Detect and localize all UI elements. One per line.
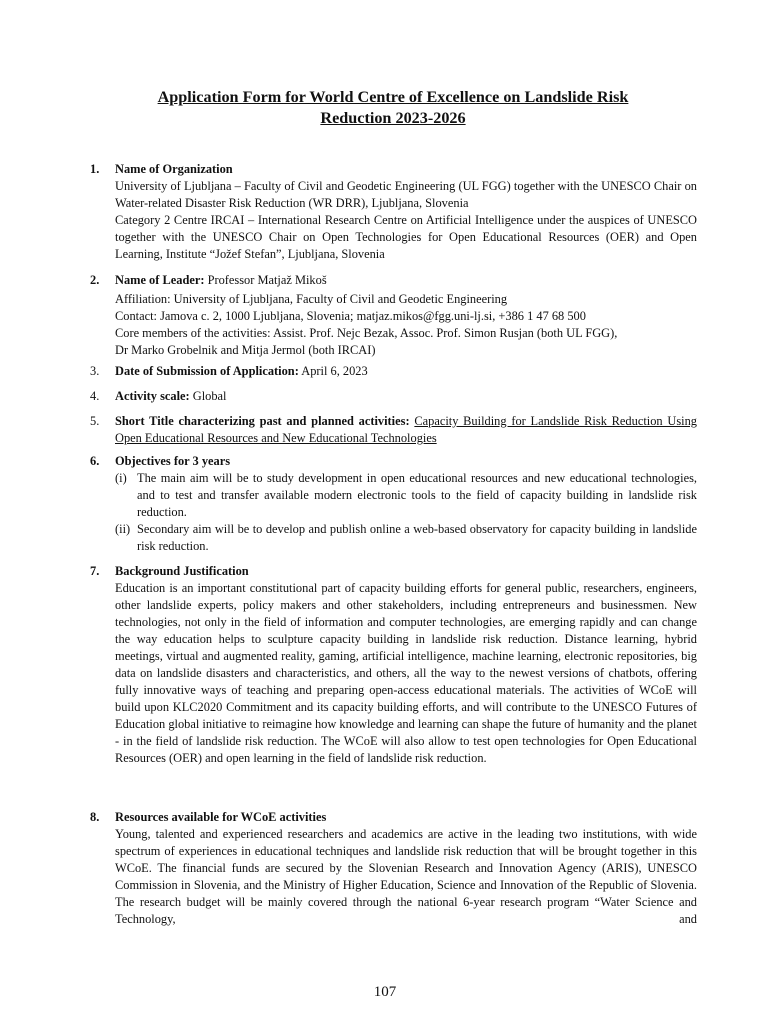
section-background-justification <box>90 563 697 767</box>
objective-item <box>115 470 697 521</box>
leader-affiliation: Affiliation: University of Ljubljana, Faculty of Civil and Geodetic Engineering <box>115 292 508 306</box>
core-members-line-1: Core members of the activities: Assist. Prof. Nejc Bezak, Assoc. Prof. Simon Rusjan (both UL FGG), <box>115 326 618 340</box>
short-title-value: Capacity Building for Landslide Risk Reduction Using Open Educational Resources and New Educational Technologies <box>115 414 697 445</box>
background-paragraph: Education is an important constitutional part of capacity building efforts for general public, researchers, engineers, other landslide experts, policy makers and other stakeholders, including entrepreneurs and businessmen. New technologies, not only in the field of information and computer technologies, are emerging rapidly and can change the way education helps to sculpture capacity building in landslide risk reduction. Distance learning, hybrid meetings, virtual and augmented reality, gaming, artificial intelligence, machine learning, electronic repositories, big data on landslide disasters and characteristics, and others, all the way to the newest versions of chatbots, offering fully innovative ways of teaching and preparing open-access educational materials. The activities of WCoE will build upon KLC2020 Commitment and its capacity building efforts, and will contribute to the UNESCO Futures of Education global initiative to reimagine how knowledge and learning can shape the future of humanity and the planet - in the field of landslide risk reduction. The WCoE will also allow to test open technologies for Open Educational Resources (OER) and open learning in the field of landslide risk reduction. <box>115 581 697 765</box>
section-short-title <box>90 413 697 447</box>
section-activity-scale <box>90 388 697 405</box>
section-number: 2. <box>90 273 100 287</box>
leader-name: Professor Matjaž Mikoš <box>204 273 327 287</box>
objective-text: Secondary aim will be to develop and publish online a web-based observatory for capacity building in landslide risk reduction. <box>137 522 697 553</box>
section-heading: Name of Organization <box>115 162 233 176</box>
title-line-2: Reduction 2023-2026 <box>320 109 466 127</box>
section-heading: Activity scale: <box>115 389 190 403</box>
page-number: 107 <box>373 984 397 1000</box>
leader-contact: Contact: Jamova c. 2, 1000 Ljubljana, Slovenia; matjaz.mikos@fgg.uni-lj.si, +386 1 47 68 500 <box>115 309 586 323</box>
section-name-of-organization <box>90 161 697 263</box>
objective-number: (i) <box>115 471 127 485</box>
section-heading: Name of Leader: <box>115 273 205 287</box>
section-number: 3. <box>90 364 100 378</box>
organization-paragraph-1: University of Ljubljana – Faculty of Civil and Geodetic Engineering (UL FGG) together with the UNESCO Chair on Water-related Disaster Risk Reduction (WR DRR), Ljubljana, Slovenia <box>115 179 697 210</box>
page-title <box>90 87 696 129</box>
section-heading: Resources available for WCoE activities <box>115 810 327 824</box>
section-name-of-leader <box>90 272 697 359</box>
section-heading: Background Justification <box>115 564 249 578</box>
objective-item <box>115 521 697 555</box>
organization-paragraph-2: Category 2 Centre IRCAI – International Research Centre on Artificial Intelligence under the auspices of UNESCO together with the UNESCO Chair on Open Technologies for Open Educational Resources (OER) and Open Learning, Institute “Jožef Stefan”, Ljubljana, Slovenia <box>115 213 697 261</box>
core-members-line-2: Dr Marko Grobelnik and Mitja Jermol (both IRCAI) <box>115 343 376 357</box>
section-number: 6. <box>90 454 100 468</box>
section-heading: Date of Submission of Application: <box>115 364 299 378</box>
section-heading: Objectives for 3 years <box>115 454 231 468</box>
objective-number: (ii) <box>115 522 131 536</box>
section-number: 8. <box>90 810 100 824</box>
section-number: 7. <box>90 564 100 578</box>
section-submission-date <box>90 363 697 380</box>
title-line-1: Application Form for World Centre of Excellence on Landslide Risk <box>157 88 629 106</box>
section-resources <box>90 809 697 928</box>
section-number: 4. <box>90 389 100 403</box>
objective-text: The main aim will be to study development in open educational resources and new educational technologies, and to test and transfer available modern electronic tools to the field of capacity building in landslide risk reduction. <box>137 471 697 519</box>
section-number: 1. <box>90 162 100 176</box>
submission-date: April 6, 2023 <box>298 364 368 378</box>
section-heading: Short Title characterizing past and planned activities: <box>115 414 410 428</box>
section-objectives <box>90 453 697 555</box>
activity-scale-value: Global <box>189 389 227 403</box>
section-number: 5. <box>90 414 100 428</box>
resources-paragraph: Young, talented and experienced researchers and academics are active in the leading two institutions, with wide spectrum of experiences in educational techniques and landslide risk reduction that will be brought together in this WCoE. The financial funds are secured by the Slovenian Research and Innovation Agency (ARIS), UNESCO Commission in Slovenia, and the Ministry of Higher Education, Science and Innovation of the Republic of Slovenia. The research budget will be mainly covered through the national 6-year research program “Water Science and Technology, and <box>115 827 697 926</box>
